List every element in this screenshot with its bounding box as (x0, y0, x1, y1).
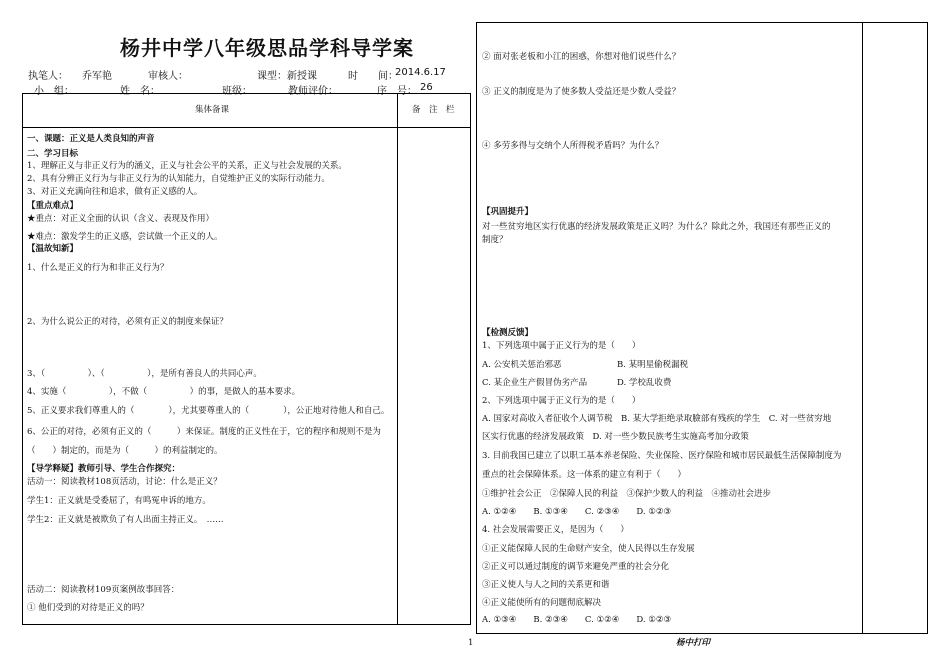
writer-label: 执笔人： (28, 71, 68, 82)
section-guided: 【导学释疑】教师引导、学生合作探究： (27, 464, 181, 474)
teacher-eval-label: 教师评价： (288, 86, 338, 97)
quiz-q3-line2: 重点的社会保障体系。这一体系的建立有利于（ ） (482, 470, 687, 480)
section-goals: 二、学习目标 (27, 149, 79, 159)
left-notes-divider (397, 93, 398, 624)
col-main-header: 集体备课 (195, 105, 230, 115)
seq-label: 序 号： (377, 86, 417, 97)
section-consolidate: 【巩固提升】 (482, 207, 534, 217)
key-point: ★重点：对正义全面的认识（含义、表现及作用） (27, 214, 215, 224)
activity-2-q2: ② 面对张老板和小江的困惑，你想对他们说些什么？ (482, 52, 681, 62)
col-notes-header: 备 注 栏 (412, 105, 455, 115)
quiz-q2: 2、下列选项中属于正义行为的是（ ） (482, 396, 641, 406)
quiz-q4-item3: ③正义使人与人之间的关系更和谐 (482, 580, 610, 590)
review-q1: 1、什么是正义的行为和非正义行为？ (27, 263, 169, 273)
page-number: 1 (468, 638, 474, 648)
student-2: 学生2：正义就是被欺负了有人出面主持正义。 …… (27, 515, 224, 525)
quiz-q4: 4. 社会发展需要正义，是因为（ ） (482, 525, 629, 535)
writer-name: 乔军艳 (82, 71, 112, 82)
section-feedback: 【检测反馈】 (482, 328, 534, 338)
goal-1: 1、理解正义与非正义行为的涵义，正义与社会公平的关系，正义与社会发展的关系。 (27, 161, 347, 171)
date: 2014.6.17 (395, 67, 446, 78)
quiz-q1-c: C. 某企业生产假冒伪劣产品 (482, 378, 588, 388)
review-q5: 5、正义要求我们尊重人的（ ），尤其要尊重人的（ ），公正地对待他人和自己。 (27, 406, 390, 416)
review-q2: 2、为什么说公正的对待，必须有正义的制度来保证？ (27, 317, 228, 327)
quiz-q1-a: A. 公安机关惩治邪恶 (482, 360, 562, 370)
quiz-q3-line1: 3. 目前我国已建立了以职工基本养老保险、失业保险、医疗保险和城市居民最低生活保障制度为 (482, 451, 842, 461)
group-label: 小 组： (34, 86, 74, 97)
goal-3: 3、对正义充满向往和追求，做有正义感的人。 (27, 187, 203, 197)
left-header-divider (22, 127, 470, 128)
right-notes-divider (862, 22, 863, 633)
lesson-topic: 一、课题：正义是人类良知的声音 (27, 134, 155, 144)
quiz-q4-choices: A. ①③④ B. ②③④ C. ①②④ D. ①②③ (482, 615, 672, 625)
activity-2-q1: ① 他们受到的对待是正义的吗？ (27, 603, 149, 613)
consolidate-q-line1: 对一些贫穷地区实行优惠的经济发展政策是正义吗？为什么？除此之外，我国还有那些正义的 (482, 222, 831, 232)
goal-2: 2、具有分辨正义行为与非正义行为的认知能力，自觉维护正义的实际行动能力。 (27, 174, 330, 184)
quiz-q2-options-line2: 区实行优惠的经济发展政策 D. 对一些少数民族考生实施高考加分政策 (482, 432, 749, 442)
print-mark: 杨中打印 (676, 638, 711, 648)
class-label: 班级： (222, 86, 252, 97)
time-label: 时 间： (348, 71, 398, 82)
page-title: 杨井中学八年级思品学科导学案 (120, 36, 414, 60)
quiz-q3-items: ①维护社会公正 ②保障人民的利益 ③保护少数人的利益 ④推动社会进步 (482, 489, 772, 499)
quiz-q1-b: B. 某明星偷税漏税 (617, 360, 689, 370)
section-review: 【温故知新】 (27, 244, 79, 254)
quiz-q1-d: D. 学校乱收费 (617, 378, 672, 388)
quiz-q3-choices: A. ①②④ B. ①③④ C. ②③④ D. ①②③ (482, 507, 672, 517)
activity-2-q4: ④ 多劳多得与交纳个人所得税矛盾吗？为什么？ (482, 141, 664, 151)
activity-2: 活动二：阅读教材109页案例故事回答： (27, 585, 180, 595)
student-1: 学生1：正义就是受委屈了，有鸣冤申诉的地方。 (27, 496, 211, 506)
seq-number: 26 (420, 82, 433, 93)
section-key-points: 【重点难点】 (27, 201, 79, 211)
review-q6: 6、公正的对待，必须有正义的（ ）来保证。制度的正义性在于，它的程序和规则不是为（ ）制定的，而是为（ ）的利益制定的。 (27, 427, 381, 456)
review-q3: 3、（ ）、（ ），是所有善良人的共同心声。 (27, 369, 262, 379)
quiz-q4-item1: ①正义能保障人民的生命财产安全，使人民得以生存发展 (482, 544, 695, 554)
activity-1: 活动一：阅读教材108页活动，讨论：什么是正义？ (27, 477, 222, 487)
quiz-q4-item2: ②正义可以通过制度的调节来避免严重的社会分化 (482, 562, 670, 572)
quiz-q1: 1、下列选项中属于正义行为的是（ ） (482, 341, 641, 351)
quiz-q4-item4: ④正义能使所有的问题彻底解决 (482, 598, 602, 608)
reviewer-label: 审核人： (148, 71, 188, 82)
review-q4: 4、实施（ ），不做（ ）的事，是做人的基本要求。 (27, 387, 301, 397)
consolidate-q-line2: 制度？ (482, 235, 508, 245)
activity-2-q3: ③ 正义的制度是为了使多数人受益还是少数人受益？ (482, 87, 681, 97)
quiz-q2-options-line1: A. 国家对高收入者征收个人调节税 B. 某大学拒绝录取臉部有残疾的学生 C. 对一些贫穷地 (482, 414, 832, 424)
lesson-type: 课型：新授课 (257, 71, 317, 82)
difficult-point: ★难点：激发学生的正义感，尝试做一个正义的人。 (27, 232, 223, 242)
name-label: 姓 名： (120, 86, 160, 97)
